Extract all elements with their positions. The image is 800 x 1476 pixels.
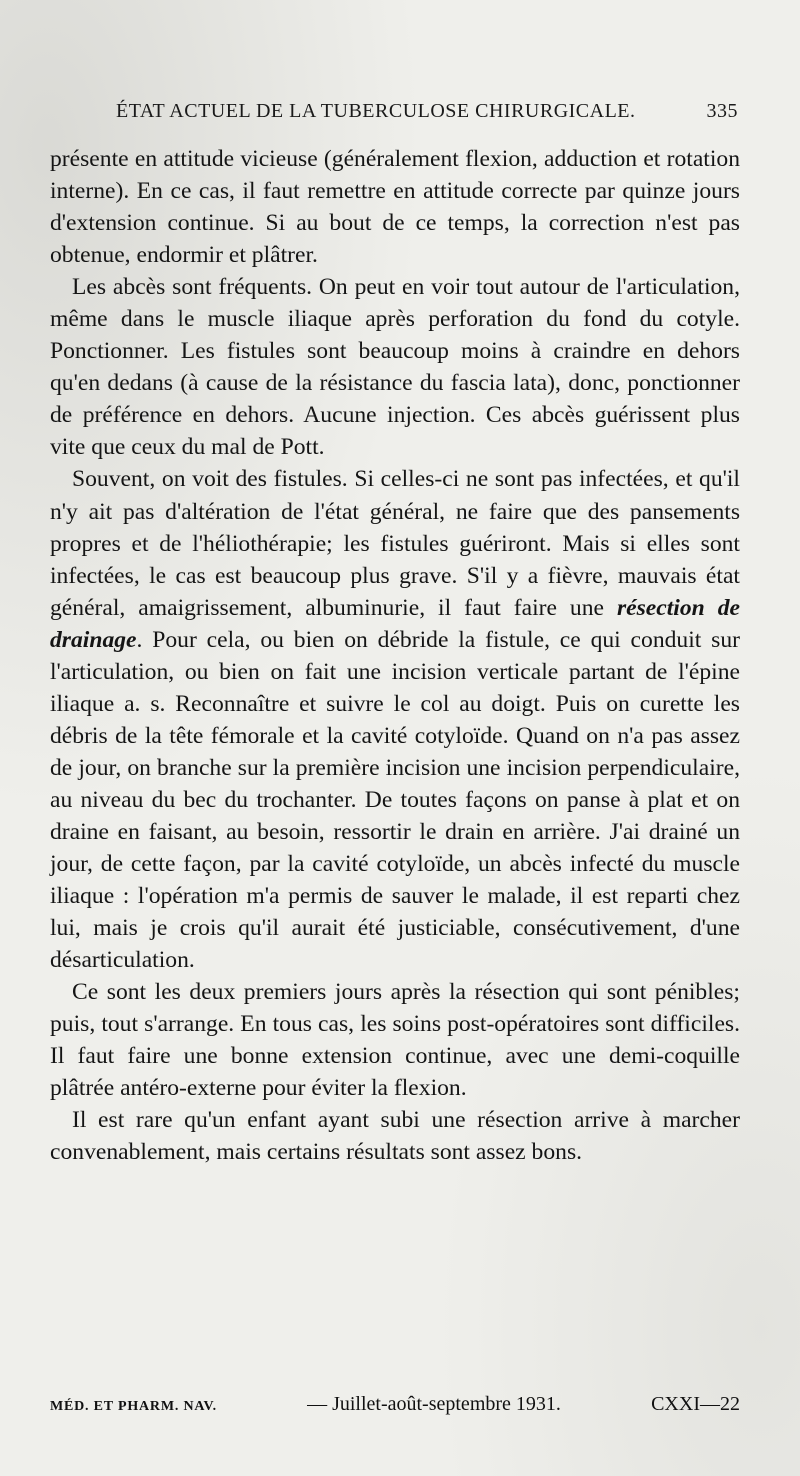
footer-volume: CXXI—22 (651, 1393, 740, 1415)
paragraph (50, 143, 740, 271)
footer-journal: MÉD. ET PHARM. NAV. (50, 1399, 217, 1414)
paragraph-text: Il est rare qu'un enfant ayant subi une résection arrive à marcher convenablement, mais certains résultats sont assez bons. (50, 1107, 740, 1166)
page-number: 335 (706, 100, 738, 122)
paragraph-text: présente en attitude vicieuse (généralement flexion, adduction et rotation interne). En ce cas, il faut remettre en attitude correcte par quinze jours d'extension continue. Si au bout de ce temps, la correction n'est pas obtenue, endormir et plâtrer. (50, 146, 740, 269)
paragraph (50, 463, 740, 976)
paragraph (50, 271, 740, 463)
paragraph (50, 976, 740, 1104)
running-title: ÉTAT ACTUEL DE LA TUBERCULOSE CHIRURGICALE. (116, 100, 636, 122)
paragraph-text: Souvent, on voit des fistules. Si celles-ci ne sont pas infectées, et qu'il n'y ait pas d'altération de l'état général, ne faire que des pansements propres et de l'héliothérapie; les fistules guériront. Mais si elles sont infectées, le cas est beaucoup plus grave. S'il y a fièvre, mauvais état général, amaigrissement, albuminurie, il faut faire une (50, 466, 740, 621)
page-footer (50, 1393, 740, 1416)
paragraph-text: Les abcès sont fréquents. On peut en voir tout autour de l'articulation, même dans le muscle iliaque après perforation du fond du cotyle. Ponctionner. Les fistules sont beaucoup moins à craindre en dehors qu'en dedans (à cause de la résistance du fascia lata), donc, ponctionner de préférence en dehors. Aucune injection. Ces abcès guérissent plus vite que ceux du mal de Pott. (50, 274, 740, 461)
paragraph (50, 1104, 740, 1168)
emphasized-term: résection de drainage (50, 594, 740, 653)
body-text (50, 143, 740, 1169)
running-head (116, 100, 738, 123)
paragraph-text: . Pour cela, ou bien on débride la fistule, ce qui conduit sur l'articulation, ou bien on fait une incision verticale partant de l'épine iliaque a. s. Reconnaître et suivre le col au doigt. Puis on curette les débris de la tête fémorale et la cavité cotyloïde. Quand on n'a pas assez de jour, on branche sur la première incision une incision perpendiculaire, au niveau du bec du trochanter. De toutes façons on panse à plat et on draine en faisant, au besoin, ressortir le drain en arrière. J'ai drainé un jour, de cette façon, par la cavité cotyloïde, un abcès infecté du muscle iliaque : l'opération m'a permis de sauver le malade, il est reparti chez lui, mais je crois qu'il aurait été justiciable, consécutivement, d'une désarticulation. (50, 626, 740, 974)
footer-issue-date: — Juillet-août-septembre 1931. (307, 1393, 561, 1415)
paragraph-text: Ce sont les deux premiers jours après la résection qui sont pénibles; puis, tout s'arrange. En tous cas, les soins post-opératoires sont difficiles. Il faut faire une bonne extension continue, avec une demi-coquille plâtrée antéro-externe pour éviter la flexion. (50, 979, 740, 1102)
